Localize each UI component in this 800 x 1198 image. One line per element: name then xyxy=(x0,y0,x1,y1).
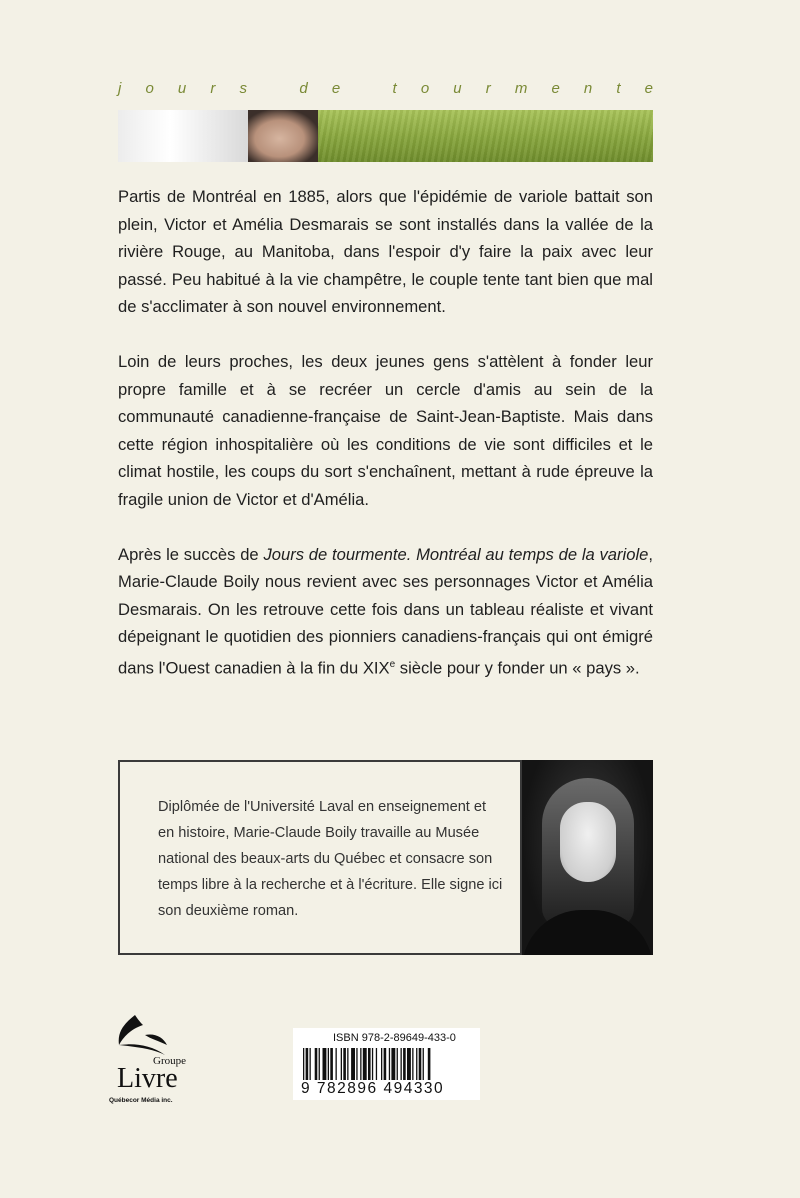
banner-hands xyxy=(248,110,318,162)
series-title-letter: e xyxy=(551,80,560,97)
barcode-bar xyxy=(384,1048,387,1080)
paragraph-3-after: siècle pour y fonder un « pays ». xyxy=(395,658,640,678)
banner-dress xyxy=(118,110,248,162)
barcode-bar xyxy=(330,1048,333,1080)
synopsis-paragraph-3 xyxy=(118,541,653,683)
barcode-bar xyxy=(376,1048,377,1080)
barcode-bar xyxy=(372,1048,373,1080)
barcode-bar xyxy=(407,1048,411,1080)
barcode-bar xyxy=(423,1048,424,1080)
barcode-bar xyxy=(412,1048,413,1080)
series-title-letter: s xyxy=(239,80,247,97)
author-bio: Diplômée de l'Université Laval en enseignement et en histoire, Marie-Claude Boily travaille au Musée national des beaux-arts du Québec et consacre son temps libre à la recherche et à l'écriture. Elle signe ici son deuxième roman. xyxy=(158,799,503,919)
portrait-face xyxy=(560,802,616,882)
publisher-logo xyxy=(105,1015,205,1105)
isbn-label: ISBN 978-2-89649-433-0 xyxy=(333,1032,456,1044)
series-title xyxy=(118,80,653,97)
barcode-bar xyxy=(351,1048,355,1080)
series-title-letter: e xyxy=(331,80,341,97)
series-title-letter: d xyxy=(299,80,308,97)
barcode-bars xyxy=(303,1048,471,1080)
series-title-letter: t xyxy=(392,80,397,97)
barcode-bar xyxy=(310,1048,311,1080)
series-title-letter: m xyxy=(514,80,528,97)
banner-photo xyxy=(118,110,653,162)
barcode-bar xyxy=(347,1048,348,1080)
series-title-letter: t xyxy=(616,80,621,97)
series-title-letter: n xyxy=(583,80,593,97)
barcode-bar xyxy=(323,1048,327,1080)
series-title-letter: j xyxy=(118,80,122,97)
barcode-bar xyxy=(315,1048,318,1080)
isbn-barcode xyxy=(293,1028,480,1100)
barcode-bar xyxy=(391,1048,395,1080)
series-title-letter xyxy=(271,80,275,97)
barcode-bar xyxy=(389,1048,390,1080)
series-title-letter: o xyxy=(420,80,430,97)
previous-book-title: Jours de tourmente. Montréal au temps de la variole xyxy=(263,544,649,564)
barcode-bar xyxy=(343,1048,346,1080)
publisher-groupe: Groupe xyxy=(153,1055,186,1067)
barcode-bar xyxy=(419,1048,422,1080)
series-title-letter: r xyxy=(210,80,216,97)
synopsis-paragraph-1: Partis de Montréal en 1885, alors que l'épidémie de variole battait son plein, Victor et Amélia Desmarais se sont installés dans la vallée de la rivière Rouge, au Manitoba, dans l'espoir d'y faire la paix avec leur passé. Peu habitué à la vie champêtre, le couple tente tant bien que mal de s'acclimater à son nouvel environnement. xyxy=(118,187,653,317)
barcode-bar xyxy=(328,1048,329,1080)
barcode-bar xyxy=(368,1048,371,1080)
paragraph-3-before: Après le succès de xyxy=(118,544,264,564)
barcode-bar xyxy=(356,1048,357,1080)
portrait-shoulders xyxy=(522,910,653,955)
series-title-letter: u xyxy=(453,80,462,97)
barcode-number: 9 782896 494330 xyxy=(301,1080,445,1097)
barcode-bar xyxy=(303,1048,304,1080)
barcode-bar xyxy=(363,1048,367,1080)
barcode-bar xyxy=(428,1048,431,1080)
barcode-bar xyxy=(360,1048,361,1080)
barcode-bar xyxy=(416,1048,417,1080)
publisher-livre: Livre xyxy=(117,1063,178,1094)
series-title-letter xyxy=(364,80,368,97)
synopsis-paragraph-2: Loin de leurs proches, les deux jeunes gens s'attèlent à fonder leur propre famille et à se recréer un cercle d'amis au sein de la communauté canadienne-française de Saint-Jean-Baptiste. Mais dans cette région inhospitalière où les conditions de vie sont difficiles et le climat hostile, les coups du sort s'enchaînent, mettant à rude épreuve la fragile union de Victor et d'Amélia. xyxy=(118,351,653,509)
barcode-bar xyxy=(381,1048,382,1080)
series-title-letter: o xyxy=(145,80,154,97)
century-superscript: e xyxy=(389,658,396,670)
barcode-bar xyxy=(319,1048,320,1080)
paragraph-3-middle: , Marie-Claude Boily nous revient avec ses personnages Victor et Amélia Desmarais. On les retrouve cette fois dans un tableau réaliste et vivant dépeignant le quotidien des pionniers canadiens-français qui ont émigré dans l'Ouest canadien à la fin du XIX xyxy=(118,544,654,678)
synopsis xyxy=(118,183,653,682)
barcode-bar xyxy=(397,1048,398,1080)
series-title-letter: r xyxy=(485,80,491,97)
barcode-bar xyxy=(341,1048,342,1080)
publisher-subtitle: Québecor Média inc. xyxy=(109,1097,173,1104)
barcode-bar xyxy=(403,1048,406,1080)
series-title-letter: u xyxy=(177,80,187,97)
barcode-bar xyxy=(306,1048,309,1080)
series-title-letter: e xyxy=(644,80,653,97)
barcode-bar xyxy=(336,1048,337,1080)
banner-grass xyxy=(318,110,653,162)
author-portrait xyxy=(522,760,653,955)
barcode-bar xyxy=(401,1048,402,1080)
